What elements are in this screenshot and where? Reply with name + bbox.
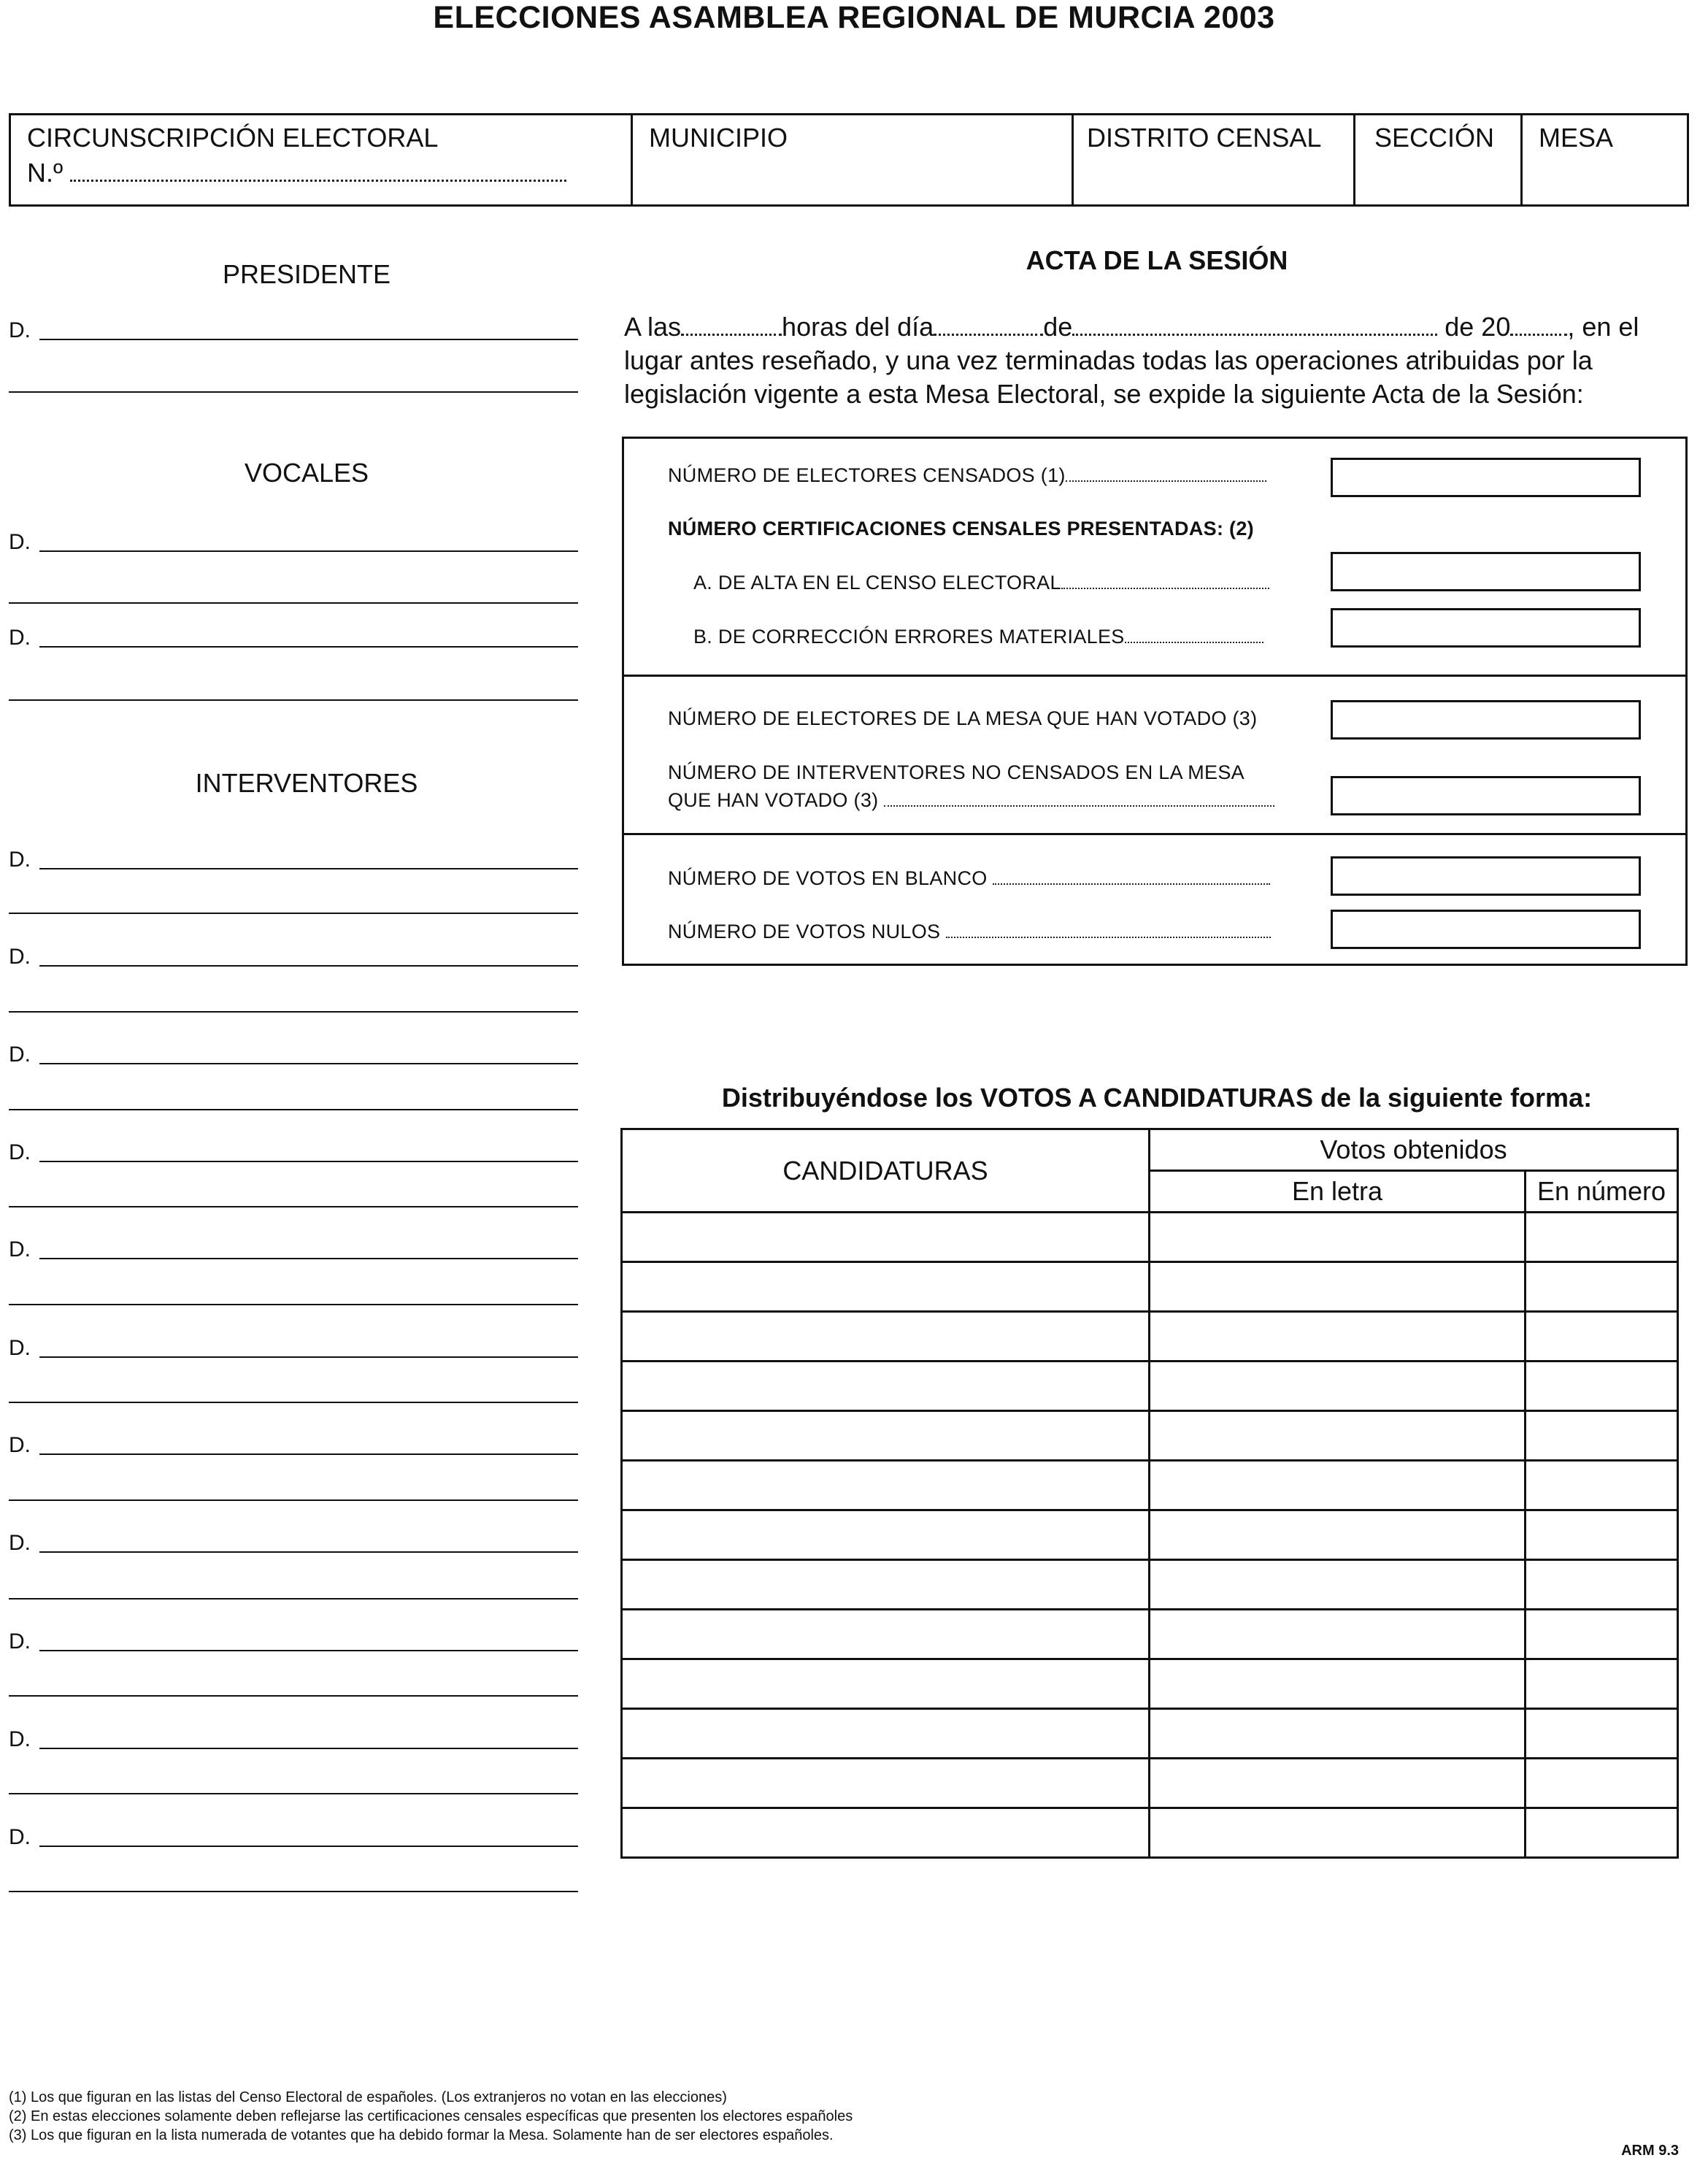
interventor-line-2[interactable] [9,1206,578,1207]
blanco-input[interactable] [1331,856,1641,896]
candidatura-cell[interactable] [622,1411,1150,1461]
alta-input[interactable] [1331,552,1641,591]
candidatura-cell[interactable] [622,1709,1150,1759]
table-row [622,1312,1678,1362]
circunscripcion-cell[interactable] [11,115,631,204]
numero-cell[interactable] [1526,1213,1678,1262]
table-row [622,1759,1678,1808]
letra-cell[interactable] [1150,1560,1526,1610]
d-label: D. [9,1140,31,1164]
candidatura-cell[interactable] [622,1759,1150,1808]
interventores-input[interactable] [1331,776,1641,815]
municipio-cell[interactable] [631,115,1072,204]
interventor-line[interactable] [9,1528,578,1557]
interventor-line-2[interactable] [9,1695,578,1697]
letra-cell[interactable] [1150,1759,1526,1808]
numero-cell[interactable] [1526,1411,1678,1461]
mes-field[interactable] [1072,329,1437,336]
correccion-row: B. DE CORRECCIÓN ERRORES MATERIALES [693,626,1263,648]
numero-cell[interactable] [1526,1560,1678,1610]
d-label: D. [9,1727,31,1751]
vocal-line-2[interactable] [9,699,578,701]
interventor-line-2[interactable] [9,1793,578,1794]
table-row [622,1510,1678,1560]
votos-header: Votos obtenidos [1150,1129,1678,1171]
letra-cell[interactable] [1150,1213,1526,1262]
distribucion-heading: Distribuyéndose los VOTOS A CANDIDATURAS de la siguiente forma: [721,1083,1593,1113]
table-row [622,1808,1678,1858]
vocal-line[interactable] [9,527,578,556]
table-row [622,1213,1678,1262]
d-label: D. [9,1336,31,1360]
alta-row: A. DE ALTA EN EL CENSO ELECTORAL [693,572,1269,594]
numero-header: En número [1526,1171,1678,1213]
municipio-label: MUNICIPIO [649,123,788,153]
correccion-input[interactable] [1331,608,1641,648]
numero-cell[interactable] [1526,1709,1678,1759]
interventor-line[interactable] [9,1137,578,1167]
vocales-heading: VOCALES [244,458,369,488]
candidatura-cell[interactable] [622,1510,1150,1560]
interventores-heading: INTERVENTORES [195,768,418,798]
interventor-line[interactable] [9,1333,578,1362]
distrito-label: DISTRITO CENSAL [1087,123,1322,153]
d-label: D. [9,318,31,342]
censados-input[interactable] [1331,458,1641,497]
letra-cell[interactable] [1150,1312,1526,1362]
hora-field[interactable] [681,329,782,336]
d-label: D. [9,945,31,969]
interventor-line[interactable] [9,1234,578,1264]
numero-cell[interactable] [1526,1510,1678,1560]
footnotes [9,2088,853,2145]
interventor-line-2[interactable] [9,1598,578,1599]
nulos-row: NÚMERO DE VOTOS NULOS [668,921,1271,943]
acta-text: A las horas del día de de 20 , en el lugar antes reseñado, y una vez terminadas todas las operaciones atribuidas por la legislación vigente a esta Mesa Electoral, se expide la siguiente Acta de la Sesión: [624,312,1639,409]
interventor-line-2[interactable] [9,1109,578,1110]
blanco-row: NÚMERO DE VOTOS EN BLANCO [668,867,1270,890]
nulos-input[interactable] [1331,910,1641,949]
circunscripcion-label: CIRCUNSCRIPCIÓN ELECTORAL [27,123,439,153]
candidatura-cell[interactable] [622,1362,1150,1411]
interventor-line[interactable] [9,1822,578,1851]
candidatura-cell[interactable] [622,1213,1150,1262]
numero-cell[interactable] [1526,1808,1678,1858]
numero-cell[interactable] [1526,1759,1678,1808]
candidatura-cell[interactable] [622,1808,1150,1858]
letra-cell[interactable] [1150,1709,1526,1759]
interventores-row-2: QUE HAN VOTADO (3) [668,789,1274,812]
footnote-2: (2) En estas elecciones solamente deben reflejarse las certificaciones censales específicas que presenten los electores españoles [9,2108,853,2124]
votado-row: NÚMERO DE ELECTORES DE LA MESA QUE HAN VOTADO (3) [668,707,1258,729]
candidaturas-header: CANDIDATURAS [622,1129,1150,1213]
candidatura-cell[interactable] [622,1560,1150,1610]
table-row [622,1659,1678,1709]
certificaciones-heading: NÚMERO CERTIFICACIONES CENSALES PRESENTADAS: (2) [668,518,1254,539]
table-row [622,1560,1678,1610]
interventor-line-2[interactable] [9,1402,578,1403]
anio-field[interactable] [1510,329,1567,336]
candidatura-cell[interactable] [622,1461,1150,1510]
interventores-row: NÚMERO DE INTERVENTORES NO CENSADOS EN LA MESA [668,761,1245,783]
letra-cell[interactable] [1150,1411,1526,1461]
acta-title: ACTA DE LA SESIÓN [1026,245,1288,275]
candidatura-cell[interactable] [622,1659,1150,1709]
footnote-1: (1) Los que figuran en las listas del Censo Electoral de españoles. (Los extranjeros no votan en las elecciones) [9,2089,727,2105]
header-box [9,113,1689,207]
presidente-line-2[interactable] [9,391,578,393]
footnote-3: (3) Los que figuran en la lista numerada de votantes que ha debido formar la Mesa. Solamente han de ser electores españoles. [9,2127,834,2143]
table-row [622,1709,1678,1759]
mesa-cell[interactable] [1520,115,1689,204]
numero-cell[interactable] [1526,1312,1678,1362]
candidaturas-table [620,1128,1679,1859]
d-label: D. [9,1531,31,1555]
d-label: D. [9,1237,31,1261]
candidatura-cell[interactable] [622,1312,1150,1362]
interventor-line-2[interactable] [9,1304,578,1305]
interventor-line[interactable] [9,1627,578,1656]
numero-cell[interactable] [1526,1262,1678,1312]
table-row [622,1362,1678,1411]
form-code: ARM 9.3 [1621,2143,1679,2159]
interventor-line-2[interactable] [9,1011,578,1013]
interventor-line[interactable] [9,942,578,971]
numero-cell[interactable] [1526,1461,1678,1510]
letra-cell[interactable] [1150,1262,1526,1312]
interventor-line-2[interactable] [9,1499,578,1501]
numero-cell[interactable] [1526,1362,1678,1411]
letra-cell[interactable] [1150,1362,1526,1411]
vocal-line[interactable] [9,623,578,652]
distrito-cell[interactable] [1072,115,1353,204]
presidente-heading: PRESIDENTE [222,259,391,289]
numero-cell[interactable] [1526,1610,1678,1659]
letra-cell[interactable] [1150,1659,1526,1709]
d-label: D. [9,1629,31,1654]
presidente-line[interactable] [9,315,578,345]
d-label: D. [9,848,31,872]
table-row [622,1461,1678,1510]
interventor-line-2[interactable] [9,1891,578,1892]
candidatura-cell[interactable] [622,1262,1150,1312]
letra-cell[interactable] [1150,1510,1526,1560]
d-label: D. [9,1042,31,1067]
interventor-line[interactable] [9,845,578,874]
interventor-line[interactable] [9,1040,578,1069]
censados-row: NÚMERO DE ELECTORES CENSADOS (1) [668,464,1266,487]
interventor-line-2[interactable] [9,913,578,914]
mesa-label: MESA [1539,123,1614,153]
interventor-line[interactable] [9,1430,578,1459]
table-row [622,1262,1678,1312]
letra-cell[interactable] [1150,1610,1526,1659]
votado-input[interactable] [1331,700,1641,740]
seccion-cell[interactable] [1353,115,1520,204]
d-label: D. [9,626,31,650]
table-row [622,1411,1678,1461]
numero-cell[interactable] [1526,1659,1678,1709]
vocal-line-2[interactable] [9,602,578,604]
table-row [622,1610,1678,1659]
page-title: ELECCIONES ASAMBLEA REGIONAL DE MURCIA 2003 [433,0,1275,35]
counts-box [622,437,1688,966]
letra-cell[interactable] [1150,1808,1526,1858]
letra-header: En letra [1150,1171,1526,1213]
seccion-label: SECCIÓN [1374,123,1495,153]
letra-cell[interactable] [1150,1461,1526,1510]
dia-field[interactable] [934,329,1043,336]
interventor-line[interactable] [9,1724,578,1754]
candidatura-cell[interactable] [622,1610,1150,1659]
numero-label: N.º [27,158,64,188]
numero-field[interactable] [70,175,566,182]
d-label: D. [9,530,31,554]
d-label: D. [9,1433,31,1457]
d-label: D. [9,1825,31,1849]
